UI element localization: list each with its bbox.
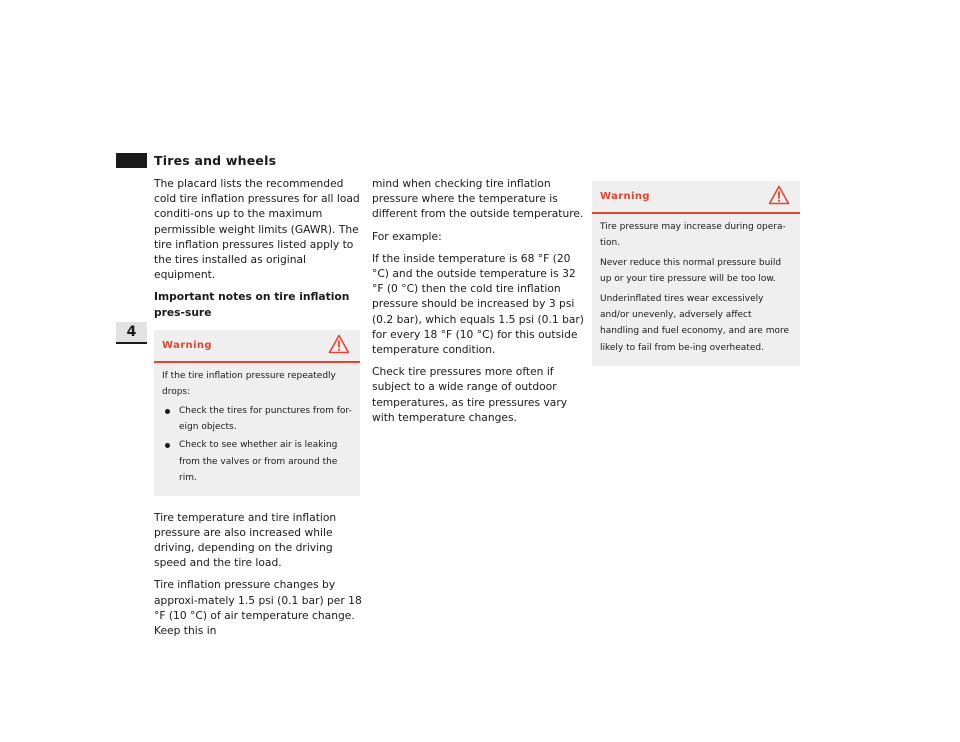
bullet-icon (165, 443, 170, 448)
warning-header (154, 330, 360, 363)
chapter-underline (116, 342, 147, 344)
warning-header (592, 181, 800, 214)
example-label: For example: (372, 229, 442, 243)
warning-box-punctures (154, 330, 360, 496)
warning-label: Warning (162, 339, 212, 351)
warning-box-pressure (592, 181, 800, 366)
notes-heading: Important notes on tire inflation pres-sure (154, 290, 350, 319)
bullet-icon (165, 409, 170, 414)
warning-body (154, 363, 360, 496)
warning-list (162, 403, 352, 487)
warning-body (592, 214, 800, 366)
example-paragraph: If the inside temperature is 68 °F (20 °C) and the outside temperature is 32 °F (0 °C) then the cold tire inflation pressure should be increased by 3 psi (0.2 bar), which equals 1.5 psi (0.1 bar) for every 18 °F (10 °C) for this outside temperature condition. (372, 251, 584, 357)
warning-text: If the tire inflation pressure repeatedly drops: (162, 370, 336, 398)
continuation-paragraph: mind when checking tire inflation pressure where the temperature is different from the outside temperature. (372, 177, 584, 221)
intro-paragraph: The placard lists the recommended cold tire inflation pressures for all load conditi-ons up to the maximum permissible weight limits (GAWR). The tire inflation pressures listed apply to the tires installed as original equipment. (154, 177, 360, 282)
check-often-paragraph: Check tire pressures more often if subject to a wide range of outdoor temperatures, as tire pressures vary with temperature changes. (372, 365, 568, 424)
left-column (154, 176, 364, 645)
pressure-change-paragraph: Tire inflation pressure changes by approxi-mately 1.5 psi (0.1 bar) per 18 °F (10 °C) of air temperature change. Keep this in (154, 578, 362, 638)
list-item (162, 437, 352, 486)
section-title: Tires and wheels (154, 153, 277, 168)
temperature-paragraph: Tire temperature and tire inflation pressure are also increased while driving, depending on the driving speed and the tire load. (154, 510, 337, 570)
warning-line: Tire pressure may increase during opera-tion. (600, 222, 786, 249)
middle-column (372, 176, 584, 432)
header-bar (116, 153, 147, 168)
list-item-text: Check to see whether air is leaking from the valves or from around the rim. (179, 440, 338, 484)
chapter-number: 4 (126, 324, 137, 340)
warning-triangle-icon (768, 185, 790, 205)
chapter-tab (116, 322, 147, 344)
warning-label: Warning (600, 191, 650, 202)
list-item (162, 403, 352, 436)
list-item-text: Check the tires for punctures from for-eign objects. (179, 405, 352, 433)
warning-line: Underinflated tires wear excessively and/or unevenly, adversely affect handling and fuel economy, and are more likely to fail from be-ing overheated. (600, 293, 790, 353)
warning-triangle-icon (328, 334, 350, 354)
warning-line: Never reduce this normal pressure build up or your tire pressure will be too low. (600, 257, 782, 285)
